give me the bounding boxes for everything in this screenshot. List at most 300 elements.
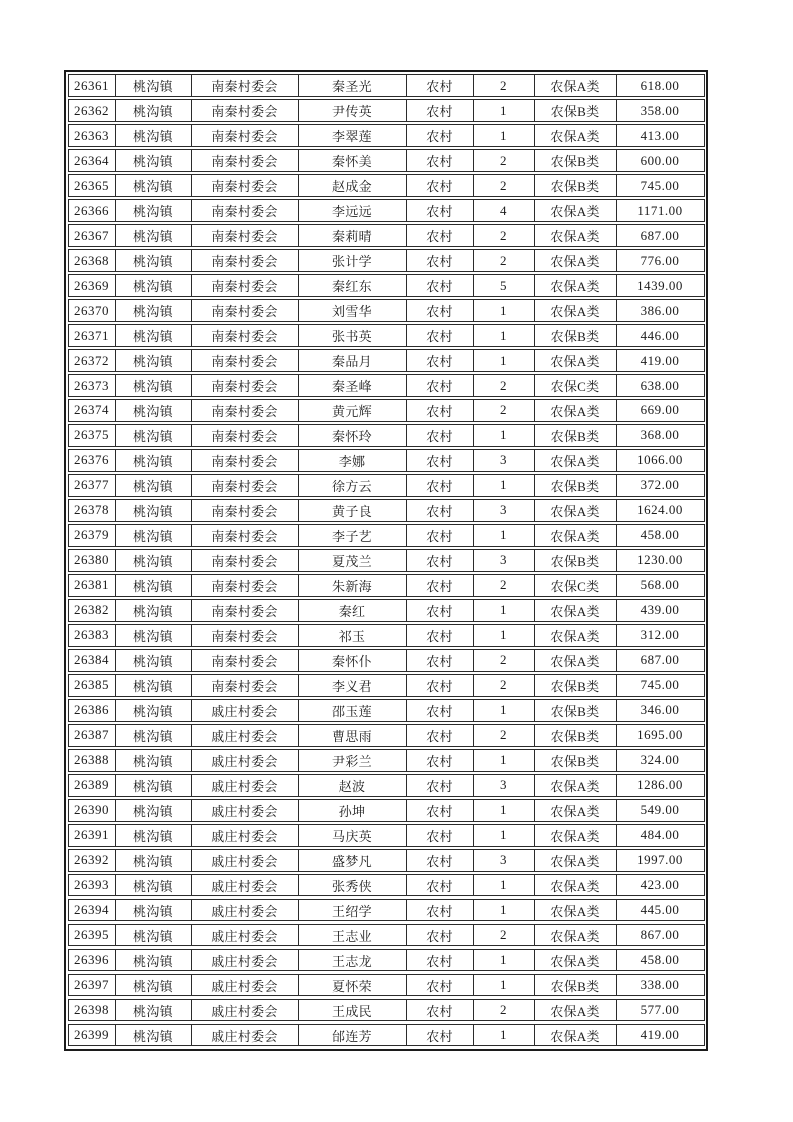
cell-village-committee: 南秦村委会 <box>191 100 298 121</box>
cell-person-name: 徐方云 <box>298 475 406 496</box>
table-row <box>68 599 705 622</box>
table-row <box>68 124 705 147</box>
cell-amount: 458.00 <box>616 950 704 971</box>
cell-person-name: 王成民 <box>298 1000 406 1021</box>
cell-person-count: 1 <box>473 750 534 771</box>
cell-serial-number: 26365 <box>74 177 109 193</box>
cell-town: 桃沟镇 <box>115 325 191 346</box>
cell-amount: 458.00 <box>616 525 704 546</box>
cell-serial-number: 26363 <box>74 127 109 143</box>
cell-village-committee: 戚庄村委会 <box>191 775 298 796</box>
cell-village-committee: 南秦村委会 <box>191 450 298 471</box>
cell-serial-number: 26380 <box>74 552 109 568</box>
cell-serial-number: 26364 <box>74 152 109 168</box>
cell-person-name: 秦品月 <box>298 350 406 371</box>
cell-village-committee: 南秦村委会 <box>191 175 298 196</box>
cell-insurance-category: 农保A类 <box>534 850 616 871</box>
cell-serial-number: 26361 <box>74 77 109 93</box>
table-row <box>68 549 705 572</box>
cell-amount: 413.00 <box>616 125 704 146</box>
cell-village-committee: 南秦村委会 <box>191 325 298 346</box>
cell-person-count: 2 <box>473 75 534 96</box>
cell-serial-number: 26395 <box>74 927 109 943</box>
table-row <box>68 174 705 197</box>
cell-residence-type: 农村 <box>406 650 473 671</box>
table-row <box>68 324 705 347</box>
cell-serial-number: 26387 <box>74 727 109 743</box>
cell-town: 桃沟镇 <box>115 925 191 946</box>
pension-table <box>64 70 708 1051</box>
cell-town: 桃沟镇 <box>115 875 191 896</box>
table-row <box>68 449 705 472</box>
cell-town: 桃沟镇 <box>115 75 191 96</box>
cell-person-name: 李子艺 <box>298 525 406 546</box>
cell-person-name: 王志龙 <box>298 950 406 971</box>
cell-insurance-category: 农保B类 <box>534 550 616 571</box>
cell-insurance-category: 农保A类 <box>534 500 616 521</box>
cell-residence-type: 农村 <box>406 500 473 521</box>
cell-insurance-category: 农保A类 <box>534 900 616 921</box>
cell-person-name: 秦圣光 <box>298 75 406 96</box>
cell-serial-number: 26393 <box>74 877 109 893</box>
cell-town: 桃沟镇 <box>115 725 191 746</box>
cell-insurance-category: 农保B类 <box>534 675 616 696</box>
cell-residence-type: 农村 <box>406 300 473 321</box>
cell-village-committee: 戚庄村委会 <box>191 850 298 871</box>
cell-person-name: 张书英 <box>298 325 406 346</box>
table-row <box>68 274 705 297</box>
cell-amount: 445.00 <box>616 900 704 921</box>
cell-village-committee: 南秦村委会 <box>191 125 298 146</box>
cell-serial-number: 26397 <box>74 977 109 993</box>
cell-serial-number: 26362 <box>74 102 109 118</box>
cell-residence-type: 农村 <box>406 425 473 446</box>
table-row <box>68 299 705 322</box>
cell-amount: 669.00 <box>616 400 704 421</box>
cell-person-name: 黄元辉 <box>298 400 406 421</box>
cell-person-name: 赵成金 <box>298 175 406 196</box>
cell-village-committee: 戚庄村委会 <box>191 925 298 946</box>
cell-amount: 1997.00 <box>616 850 704 871</box>
cell-amount: 568.00 <box>616 575 704 596</box>
cell-amount: 346.00 <box>616 700 704 721</box>
cell-person-name: 祁玉 <box>298 625 406 646</box>
cell-amount: 1066.00 <box>616 450 704 471</box>
cell-village-committee: 戚庄村委会 <box>191 1000 298 1021</box>
cell-village-committee: 南秦村委会 <box>191 300 298 321</box>
cell-serial-number: 26385 <box>74 677 109 693</box>
cell-village-committee: 戚庄村委会 <box>191 700 298 721</box>
cell-person-count: 2 <box>473 650 534 671</box>
cell-insurance-category: 农保B类 <box>534 700 616 721</box>
cell-amount: 419.00 <box>616 1025 704 1046</box>
cell-insurance-category: 农保A类 <box>534 825 616 846</box>
cell-person-count: 1 <box>473 1025 534 1046</box>
cell-insurance-category: 农保A类 <box>534 1000 616 1021</box>
cell-insurance-category: 农保A类 <box>534 1025 616 1046</box>
cell-person-name: 张计学 <box>298 250 406 271</box>
cell-amount: 419.00 <box>616 350 704 371</box>
cell-serial-number: 26367 <box>74 227 109 243</box>
cell-residence-type: 农村 <box>406 525 473 546</box>
cell-person-count: 1 <box>473 600 534 621</box>
cell-person-name: 尹传英 <box>298 100 406 121</box>
cell-residence-type: 农村 <box>406 700 473 721</box>
cell-insurance-category: 农保A类 <box>534 800 616 821</box>
cell-insurance-category: 农保B类 <box>534 475 616 496</box>
cell-amount: 600.00 <box>616 150 704 171</box>
table-row <box>68 399 705 422</box>
cell-town: 桃沟镇 <box>115 950 191 971</box>
cell-serial-number: 26376 <box>74 452 109 468</box>
cell-serial-number: 26382 <box>74 602 109 618</box>
cell-village-committee: 戚庄村委会 <box>191 950 298 971</box>
cell-person-count: 2 <box>473 175 534 196</box>
cell-insurance-category: 农保B类 <box>534 150 616 171</box>
cell-amount: 1286.00 <box>616 775 704 796</box>
cell-insurance-category: 农保A类 <box>534 275 616 296</box>
cell-person-name: 盛梦凡 <box>298 850 406 871</box>
cell-amount: 1171.00 <box>616 200 704 221</box>
cell-village-committee: 南秦村委会 <box>191 575 298 596</box>
cell-village-committee: 南秦村委会 <box>191 150 298 171</box>
cell-insurance-category: 农保A类 <box>534 200 616 221</box>
cell-village-committee: 南秦村委会 <box>191 625 298 646</box>
cell-person-count: 1 <box>473 100 534 121</box>
cell-amount: 324.00 <box>616 750 704 771</box>
cell-town: 桃沟镇 <box>115 175 191 196</box>
cell-serial-number: 26383 <box>74 627 109 643</box>
cell-village-committee: 南秦村委会 <box>191 525 298 546</box>
cell-village-committee: 南秦村委会 <box>191 600 298 621</box>
cell-town: 桃沟镇 <box>115 225 191 246</box>
cell-serial-number: 26370 <box>74 302 109 318</box>
cell-person-name: 秦红 <box>298 600 406 621</box>
cell-insurance-category: 农保A类 <box>534 250 616 271</box>
table-row <box>68 774 705 797</box>
cell-amount: 338.00 <box>616 975 704 996</box>
table-row <box>68 74 705 97</box>
cell-amount: 638.00 <box>616 375 704 396</box>
cell-residence-type: 农村 <box>406 1025 473 1046</box>
cell-person-count: 1 <box>473 125 534 146</box>
table-row <box>68 849 705 872</box>
cell-insurance-category: 农保A类 <box>534 350 616 371</box>
table-row <box>68 649 705 672</box>
table-row <box>68 624 705 647</box>
table-row <box>68 574 705 597</box>
cell-amount: 776.00 <box>616 250 704 271</box>
cell-residence-type: 农村 <box>406 1000 473 1021</box>
cell-person-count: 1 <box>473 875 534 896</box>
cell-person-name: 王志业 <box>298 925 406 946</box>
cell-serial-number: 26379 <box>74 527 109 543</box>
cell-residence-type: 农村 <box>406 800 473 821</box>
cell-person-count: 1 <box>473 625 534 646</box>
cell-serial-number: 26377 <box>74 477 109 493</box>
cell-person-name: 夏怀荣 <box>298 975 406 996</box>
table-row <box>68 824 705 847</box>
cell-residence-type: 农村 <box>406 575 473 596</box>
cell-person-name: 夏茂兰 <box>298 550 406 571</box>
cell-town: 桃沟镇 <box>115 600 191 621</box>
cell-residence-type: 农村 <box>406 175 473 196</box>
cell-serial-number: 26389 <box>74 777 109 793</box>
cell-village-committee: 南秦村委会 <box>191 250 298 271</box>
cell-village-committee: 戚庄村委会 <box>191 975 298 996</box>
table-row <box>68 99 705 122</box>
cell-amount: 386.00 <box>616 300 704 321</box>
cell-amount: 372.00 <box>616 475 704 496</box>
cell-amount: 439.00 <box>616 600 704 621</box>
cell-serial-number: 26392 <box>74 852 109 868</box>
table-row <box>68 949 705 972</box>
cell-person-count: 2 <box>473 400 534 421</box>
cell-town: 桃沟镇 <box>115 400 191 421</box>
cell-person-count: 1 <box>473 950 534 971</box>
table-row <box>68 249 705 272</box>
cell-person-name: 邵玉莲 <box>298 700 406 721</box>
cell-amount: 1695.00 <box>616 725 704 746</box>
table-row <box>68 349 705 372</box>
cell-residence-type: 农村 <box>406 75 473 96</box>
cell-insurance-category: 农保B类 <box>534 750 616 771</box>
cell-town: 桃沟镇 <box>115 800 191 821</box>
cell-residence-type: 农村 <box>406 775 473 796</box>
cell-serial-number: 26374 <box>74 402 109 418</box>
cell-person-name: 赵波 <box>298 775 406 796</box>
table-row <box>68 974 705 997</box>
cell-insurance-category: 农保A类 <box>534 600 616 621</box>
cell-person-count: 1 <box>473 525 534 546</box>
cell-residence-type: 农村 <box>406 750 473 771</box>
cell-residence-type: 农村 <box>406 875 473 896</box>
cell-town: 桃沟镇 <box>115 575 191 596</box>
cell-residence-type: 农村 <box>406 325 473 346</box>
cell-person-count: 1 <box>473 800 534 821</box>
cell-amount: 1230.00 <box>616 550 704 571</box>
cell-village-committee: 南秦村委会 <box>191 375 298 396</box>
cell-amount: 577.00 <box>616 1000 704 1021</box>
cell-person-count: 1 <box>473 300 534 321</box>
cell-amount: 368.00 <box>616 425 704 446</box>
cell-town: 桃沟镇 <box>115 1000 191 1021</box>
table-row <box>68 374 705 397</box>
table-row <box>68 674 705 697</box>
cell-person-name: 秦莉晴 <box>298 225 406 246</box>
cell-village-committee: 戚庄村委会 <box>191 750 298 771</box>
cell-amount: 867.00 <box>616 925 704 946</box>
cell-serial-number: 26368 <box>74 252 109 268</box>
cell-residence-type: 农村 <box>406 675 473 696</box>
cell-serial-number: 26372 <box>74 352 109 368</box>
cell-serial-number: 26388 <box>74 752 109 768</box>
cell-town: 桃沟镇 <box>115 300 191 321</box>
cell-village-committee: 南秦村委会 <box>191 225 298 246</box>
cell-person-count: 3 <box>473 450 534 471</box>
cell-residence-type: 农村 <box>406 600 473 621</box>
cell-insurance-category: 农保B类 <box>534 975 616 996</box>
table-row <box>68 1024 705 1047</box>
cell-town: 桃沟镇 <box>115 200 191 221</box>
cell-residence-type: 农村 <box>406 725 473 746</box>
cell-serial-number: 26366 <box>74 202 109 218</box>
cell-person-count: 1 <box>473 325 534 346</box>
cell-serial-number: 26390 <box>74 802 109 818</box>
cell-insurance-category: 农保A类 <box>534 775 616 796</box>
cell-person-count: 2 <box>473 725 534 746</box>
cell-village-committee: 戚庄村委会 <box>191 725 298 746</box>
cell-insurance-category: 农保A类 <box>534 450 616 471</box>
cell-insurance-category: 农保A类 <box>534 525 616 546</box>
cell-serial-number: 26394 <box>74 902 109 918</box>
cell-village-committee: 戚庄村委会 <box>191 900 298 921</box>
cell-amount: 745.00 <box>616 675 704 696</box>
cell-residence-type: 农村 <box>406 250 473 271</box>
cell-person-name: 刘雪华 <box>298 300 406 321</box>
cell-person-name: 秦圣峰 <box>298 375 406 396</box>
cell-amount: 549.00 <box>616 800 704 821</box>
cell-person-name: 张秀侠 <box>298 875 406 896</box>
cell-person-count: 3 <box>473 850 534 871</box>
cell-amount: 687.00 <box>616 225 704 246</box>
cell-serial-number: 26396 <box>74 952 109 968</box>
cell-person-name: 秦怀仆 <box>298 650 406 671</box>
cell-person-name: 孙坤 <box>298 800 406 821</box>
cell-person-name: 黄子良 <box>298 500 406 521</box>
cell-residence-type: 农村 <box>406 625 473 646</box>
cell-village-committee: 南秦村委会 <box>191 400 298 421</box>
cell-amount: 1439.00 <box>616 275 704 296</box>
cell-town: 桃沟镇 <box>115 1025 191 1046</box>
cell-insurance-category: 农保C类 <box>534 575 616 596</box>
cell-residence-type: 农村 <box>406 925 473 946</box>
cell-person-count: 1 <box>473 475 534 496</box>
cell-town: 桃沟镇 <box>115 275 191 296</box>
cell-insurance-category: 农保B类 <box>534 725 616 746</box>
cell-residence-type: 农村 <box>406 850 473 871</box>
cell-person-name: 朱新海 <box>298 575 406 596</box>
cell-residence-type: 农村 <box>406 900 473 921</box>
cell-residence-type: 农村 <box>406 375 473 396</box>
cell-village-committee: 南秦村委会 <box>191 350 298 371</box>
cell-town: 桃沟镇 <box>115 525 191 546</box>
cell-town: 桃沟镇 <box>115 550 191 571</box>
cell-town: 桃沟镇 <box>115 700 191 721</box>
cell-serial-number: 26399 <box>74 1027 109 1043</box>
cell-person-count: 3 <box>473 775 534 796</box>
cell-town: 桃沟镇 <box>115 775 191 796</box>
cell-village-committee: 南秦村委会 <box>191 650 298 671</box>
cell-person-name: 邰连芳 <box>298 1025 406 1046</box>
cell-person-count: 1 <box>473 975 534 996</box>
cell-insurance-category: 农保B类 <box>534 425 616 446</box>
cell-residence-type: 农村 <box>406 475 473 496</box>
cell-town: 桃沟镇 <box>115 250 191 271</box>
cell-insurance-category: 农保A类 <box>534 650 616 671</box>
cell-insurance-category: 农保C类 <box>534 375 616 396</box>
cell-serial-number: 26373 <box>74 377 109 393</box>
table-row <box>68 874 705 897</box>
table-row <box>68 524 705 547</box>
table-row <box>68 474 705 497</box>
cell-person-count: 2 <box>473 675 534 696</box>
cell-town: 桃沟镇 <box>115 125 191 146</box>
cell-village-committee: 南秦村委会 <box>191 675 298 696</box>
cell-amount: 687.00 <box>616 650 704 671</box>
cell-serial-number: 26371 <box>74 327 109 343</box>
cell-insurance-category: 农保A类 <box>534 125 616 146</box>
cell-person-count: 1 <box>473 700 534 721</box>
table-row <box>68 699 705 722</box>
cell-insurance-category: 农保A类 <box>534 400 616 421</box>
table-row <box>68 149 705 172</box>
cell-village-committee: 南秦村委会 <box>191 275 298 296</box>
cell-town: 桃沟镇 <box>115 650 191 671</box>
cell-village-committee: 南秦村委会 <box>191 550 298 571</box>
table-row <box>68 924 705 947</box>
cell-village-committee: 戚庄村委会 <box>191 1025 298 1046</box>
cell-person-count: 2 <box>473 1000 534 1021</box>
cell-town: 桃沟镇 <box>115 850 191 871</box>
cell-village-committee: 南秦村委会 <box>191 75 298 96</box>
cell-insurance-category: 农保A类 <box>534 75 616 96</box>
cell-amount: 1624.00 <box>616 500 704 521</box>
cell-person-count: 2 <box>473 925 534 946</box>
table-row <box>68 749 705 772</box>
cell-person-count: 3 <box>473 500 534 521</box>
cell-serial-number: 26381 <box>74 577 109 593</box>
table-row <box>68 199 705 222</box>
cell-person-count: 2 <box>473 250 534 271</box>
cell-amount: 745.00 <box>616 175 704 196</box>
cell-insurance-category: 农保A类 <box>534 950 616 971</box>
cell-town: 桃沟镇 <box>115 150 191 171</box>
cell-insurance-category: 农保B类 <box>534 100 616 121</box>
cell-village-committee: 南秦村委会 <box>191 200 298 221</box>
cell-serial-number: 26391 <box>74 827 109 843</box>
cell-person-count: 2 <box>473 575 534 596</box>
cell-person-name: 李远远 <box>298 200 406 221</box>
cell-insurance-category: 农保A类 <box>534 225 616 246</box>
table-row <box>68 499 705 522</box>
cell-residence-type: 农村 <box>406 125 473 146</box>
cell-person-name: 秦红东 <box>298 275 406 296</box>
cell-person-count: 2 <box>473 225 534 246</box>
cell-residence-type: 农村 <box>406 825 473 846</box>
cell-serial-number: 26369 <box>74 277 109 293</box>
table-row <box>68 799 705 822</box>
cell-person-count: 1 <box>473 425 534 446</box>
cell-town: 桃沟镇 <box>115 825 191 846</box>
cell-residence-type: 农村 <box>406 100 473 121</box>
cell-insurance-category: 农保A类 <box>534 925 616 946</box>
cell-town: 桃沟镇 <box>115 450 191 471</box>
cell-town: 桃沟镇 <box>115 500 191 521</box>
cell-person-name: 李义君 <box>298 675 406 696</box>
cell-town: 桃沟镇 <box>115 475 191 496</box>
cell-person-count: 3 <box>473 550 534 571</box>
cell-village-committee: 戚庄村委会 <box>191 800 298 821</box>
cell-person-count: 4 <box>473 200 534 221</box>
cell-person-count: 1 <box>473 900 534 921</box>
cell-serial-number: 26398 <box>74 1002 109 1018</box>
cell-residence-type: 农村 <box>406 400 473 421</box>
cell-person-name: 王绍学 <box>298 900 406 921</box>
cell-amount: 358.00 <box>616 100 704 121</box>
cell-insurance-category: 农保A类 <box>534 625 616 646</box>
table-row <box>68 899 705 922</box>
